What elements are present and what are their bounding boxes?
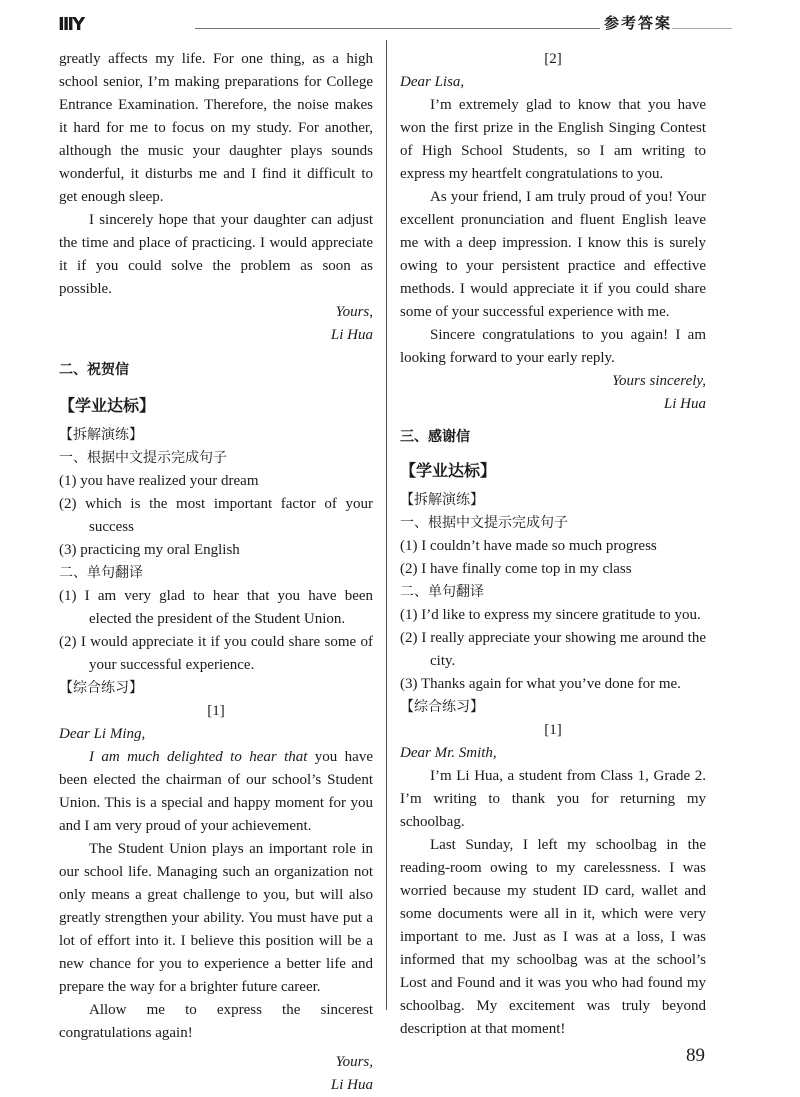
paragraph: Last Sunday, I left my schoolbag in the reading-room owing to my carelessness. I was worried because my student ID card, wallet and some documents were all in it, which were very important to me. Just as I was at a loss, I was informed that my schoolbag was at the school’s Lost and Found and it was you who had found my schoolbag. My excitement was truly beyond description at that moment! (400, 837, 706, 1037)
item-number: (1) (59, 473, 77, 489)
paragraph: The Student Union plays an important role in our school life. Managing such an organization not only means a great challenge to you, but will also greatly strengthen your ability. You must have put a lot of effort into it. I believe this position will be a new chance for you to experience a better life and prepare the way for a brighter future career. (59, 841, 373, 995)
page-number: 89 (686, 1045, 705, 1066)
item-text: Thanks again for what you’ve done for me. (420, 676, 681, 692)
paragraph (59, 746, 373, 838)
header-rule (195, 28, 600, 29)
item-text: I have finally come top in my class (421, 561, 632, 577)
item-number: (3) (400, 676, 418, 692)
item-text: I’d like to express my sincere gratitude to you. (421, 607, 701, 623)
list-item (400, 627, 706, 673)
paragraph: greatly affects my life. For one thing, as a high school senior, I’m making preparations for College Entrance Examination. Therefore, the noise makes it hard for me to focus on my study. For another, although the music your daughter plays sounds wonderful, it disturbs me and I find it difficult to get enough sleep. (59, 51, 373, 205)
list-item (400, 535, 706, 558)
signature-closing: Yours sincerely, (612, 373, 706, 389)
item-text: practicing my oral English (80, 542, 240, 558)
right-column (400, 48, 706, 1041)
signature-name: Li Hua (330, 327, 373, 343)
header-title: 参考答案 (604, 14, 673, 32)
paragraph: Allow me to express the sincerest congratulations again! (59, 1002, 373, 1041)
book-logo-icon: IIIY (58, 14, 84, 35)
item-number: (1) (400, 607, 418, 623)
list-item (400, 558, 706, 581)
exercise-subheading: 一、根据中文提示完成句子 (59, 450, 227, 466)
exercise-heading: 【拆解演练】 (59, 427, 143, 443)
paragraph: Sincere congratulations to you again! I am looking forward to your early reply. (400, 327, 706, 366)
list-item (59, 585, 373, 631)
item-number: (1) (59, 588, 77, 604)
exercise-heading: 【综合练习】 (59, 680, 143, 696)
exercise-subheading: 二、单句翻译 (400, 584, 484, 600)
item-text: you have realized your dream (80, 473, 259, 489)
exercise-subheading: 二、单句翻译 (59, 565, 143, 581)
section-heading: 三、感谢信 (400, 429, 470, 445)
section-heading: 二、祝贺信 (59, 362, 129, 378)
letter-greeting: Dear Mr. Smith, (400, 745, 497, 761)
list-item (59, 470, 373, 493)
exercise-number: [1] (544, 722, 562, 738)
letter-greeting: Dear Lisa, (400, 74, 465, 90)
header-rule-right (672, 28, 732, 29)
paragraph: I’m extremely glad to know that you have won the first prize in the English Singing Contest of High School Students, so I am writing to express my heartfelt congratulations to you. (400, 97, 706, 182)
italic-phrase: I am much delighted to hear that (89, 749, 308, 765)
paragraph: I’m Li Hua, a student from Class 1, Grade 2. I’m writing to thank you for returning my schoolbag. (400, 768, 706, 830)
signature-closing: Yours, (335, 1054, 373, 1070)
item-number: (3) (59, 542, 77, 558)
item-text: I am very glad to hear that you have been elected the president of the Student Union. (84, 588, 374, 627)
signature-closing: Yours, (335, 304, 373, 320)
item-text: I couldn’t have made so much progress (421, 538, 657, 554)
list-item (400, 673, 706, 696)
left-column (59, 48, 373, 1097)
item-number: (2) (59, 634, 77, 650)
paragraph: I sincerely hope that your daughter can adjust the time and place of practicing. I would appreciate it if you could solve the problem as soon as possible. (59, 212, 373, 297)
letter-greeting: Dear Li Ming, (59, 726, 146, 742)
item-number: (2) (400, 630, 418, 646)
page-header (0, 6, 800, 36)
list-item (400, 604, 706, 627)
item-text: I would appreciate it if you could share some of your successful experience. (80, 634, 373, 673)
signature-name: Li Hua (330, 1077, 373, 1093)
exercise-number: [1] (207, 703, 225, 719)
item-text: which is the most important factor of your success (85, 496, 374, 535)
item-number: (1) (400, 538, 418, 554)
exercise-heading: 【拆解演练】 (400, 492, 484, 508)
item-number: (2) (59, 496, 77, 512)
subsection-heading: 【学业达标】 (400, 461, 497, 480)
list-item (59, 631, 373, 677)
signature-name: Li Hua (663, 396, 706, 412)
list-item (59, 539, 373, 562)
exercise-number: [2] (544, 51, 562, 67)
list-item (59, 493, 373, 539)
exercise-heading: 【综合练习】 (400, 699, 484, 715)
subsection-heading: 【学业达标】 (59, 396, 156, 415)
paragraph-text: you have been elected the chairman of our school’s Student Union. This is a special and happy moment for you and I am very proud of your achievement. (59, 749, 373, 834)
item-text: I really appreciate your showing me around the city. (421, 630, 706, 669)
paragraph: As your friend, I am truly proud of you! Your excellent pronunciation and fluent English leave me with a deep impression. I know this is surely owing to your persistent practice and effective methods. I would appreciate it if you could share some of your successful experience with me. (400, 189, 706, 320)
item-number: (2) (400, 561, 418, 577)
exercise-subheading: 一、根据中文提示完成句子 (400, 515, 568, 531)
column-divider (386, 40, 387, 1010)
